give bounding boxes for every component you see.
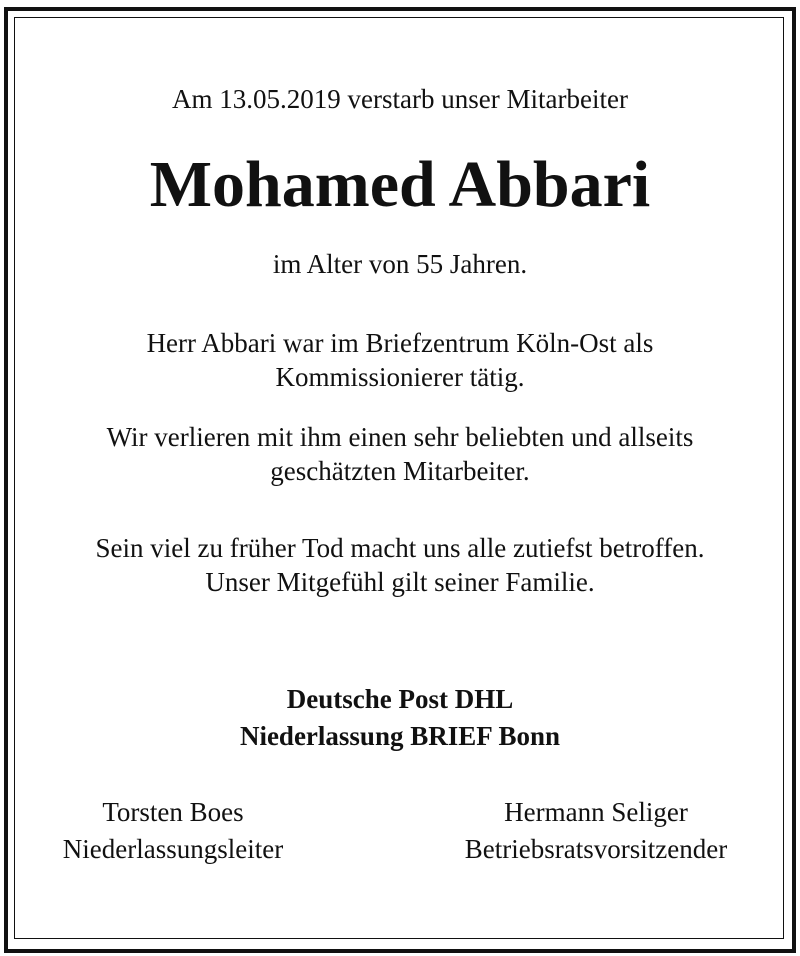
paragraph-line: Herr Abbari war im Briefzentrum Köln-Ost als bbox=[146, 328, 654, 358]
company-name: Deutsche Post DHL bbox=[286, 684, 514, 714]
signatory-name: Torsten Boes bbox=[102, 797, 244, 827]
signatory-right bbox=[440, 794, 752, 868]
deceased-name: Mohamed Abbari bbox=[149, 148, 651, 221]
paragraph-line: Kommissionierer tätig. bbox=[275, 362, 525, 392]
paragraph-line: Sein viel zu früher Tod macht uns alle zutiefst betroffen. bbox=[95, 533, 705, 563]
paragraph-condolence bbox=[0, 531, 800, 599]
paragraph-line: Wir verlieren mit ihm einen sehr beliebten und allseits bbox=[106, 422, 694, 452]
signatory-left bbox=[40, 794, 306, 868]
signatory-title: Betriebsratsvorsitzender bbox=[464, 834, 728, 864]
paragraph-line: geschätzten Mitarbeiter. bbox=[270, 456, 530, 486]
paragraph-employment bbox=[0, 326, 800, 394]
company-branch: Niederlassung BRIEF Bonn bbox=[239, 721, 561, 751]
age-line: im Alter von 55 Jahren. bbox=[272, 249, 528, 279]
signatory-title: Niederlassungsleiter bbox=[62, 834, 284, 864]
intro-line: Am 13.05.2019 verstarb unser Mitarbeiter bbox=[172, 84, 628, 114]
signatory-name: Hermann Seliger bbox=[504, 797, 688, 827]
paragraph-appreciation bbox=[0, 420, 800, 488]
paragraph-line: Unser Mitgefühl gilt seiner Familie. bbox=[205, 567, 595, 597]
company-block bbox=[0, 681, 800, 755]
